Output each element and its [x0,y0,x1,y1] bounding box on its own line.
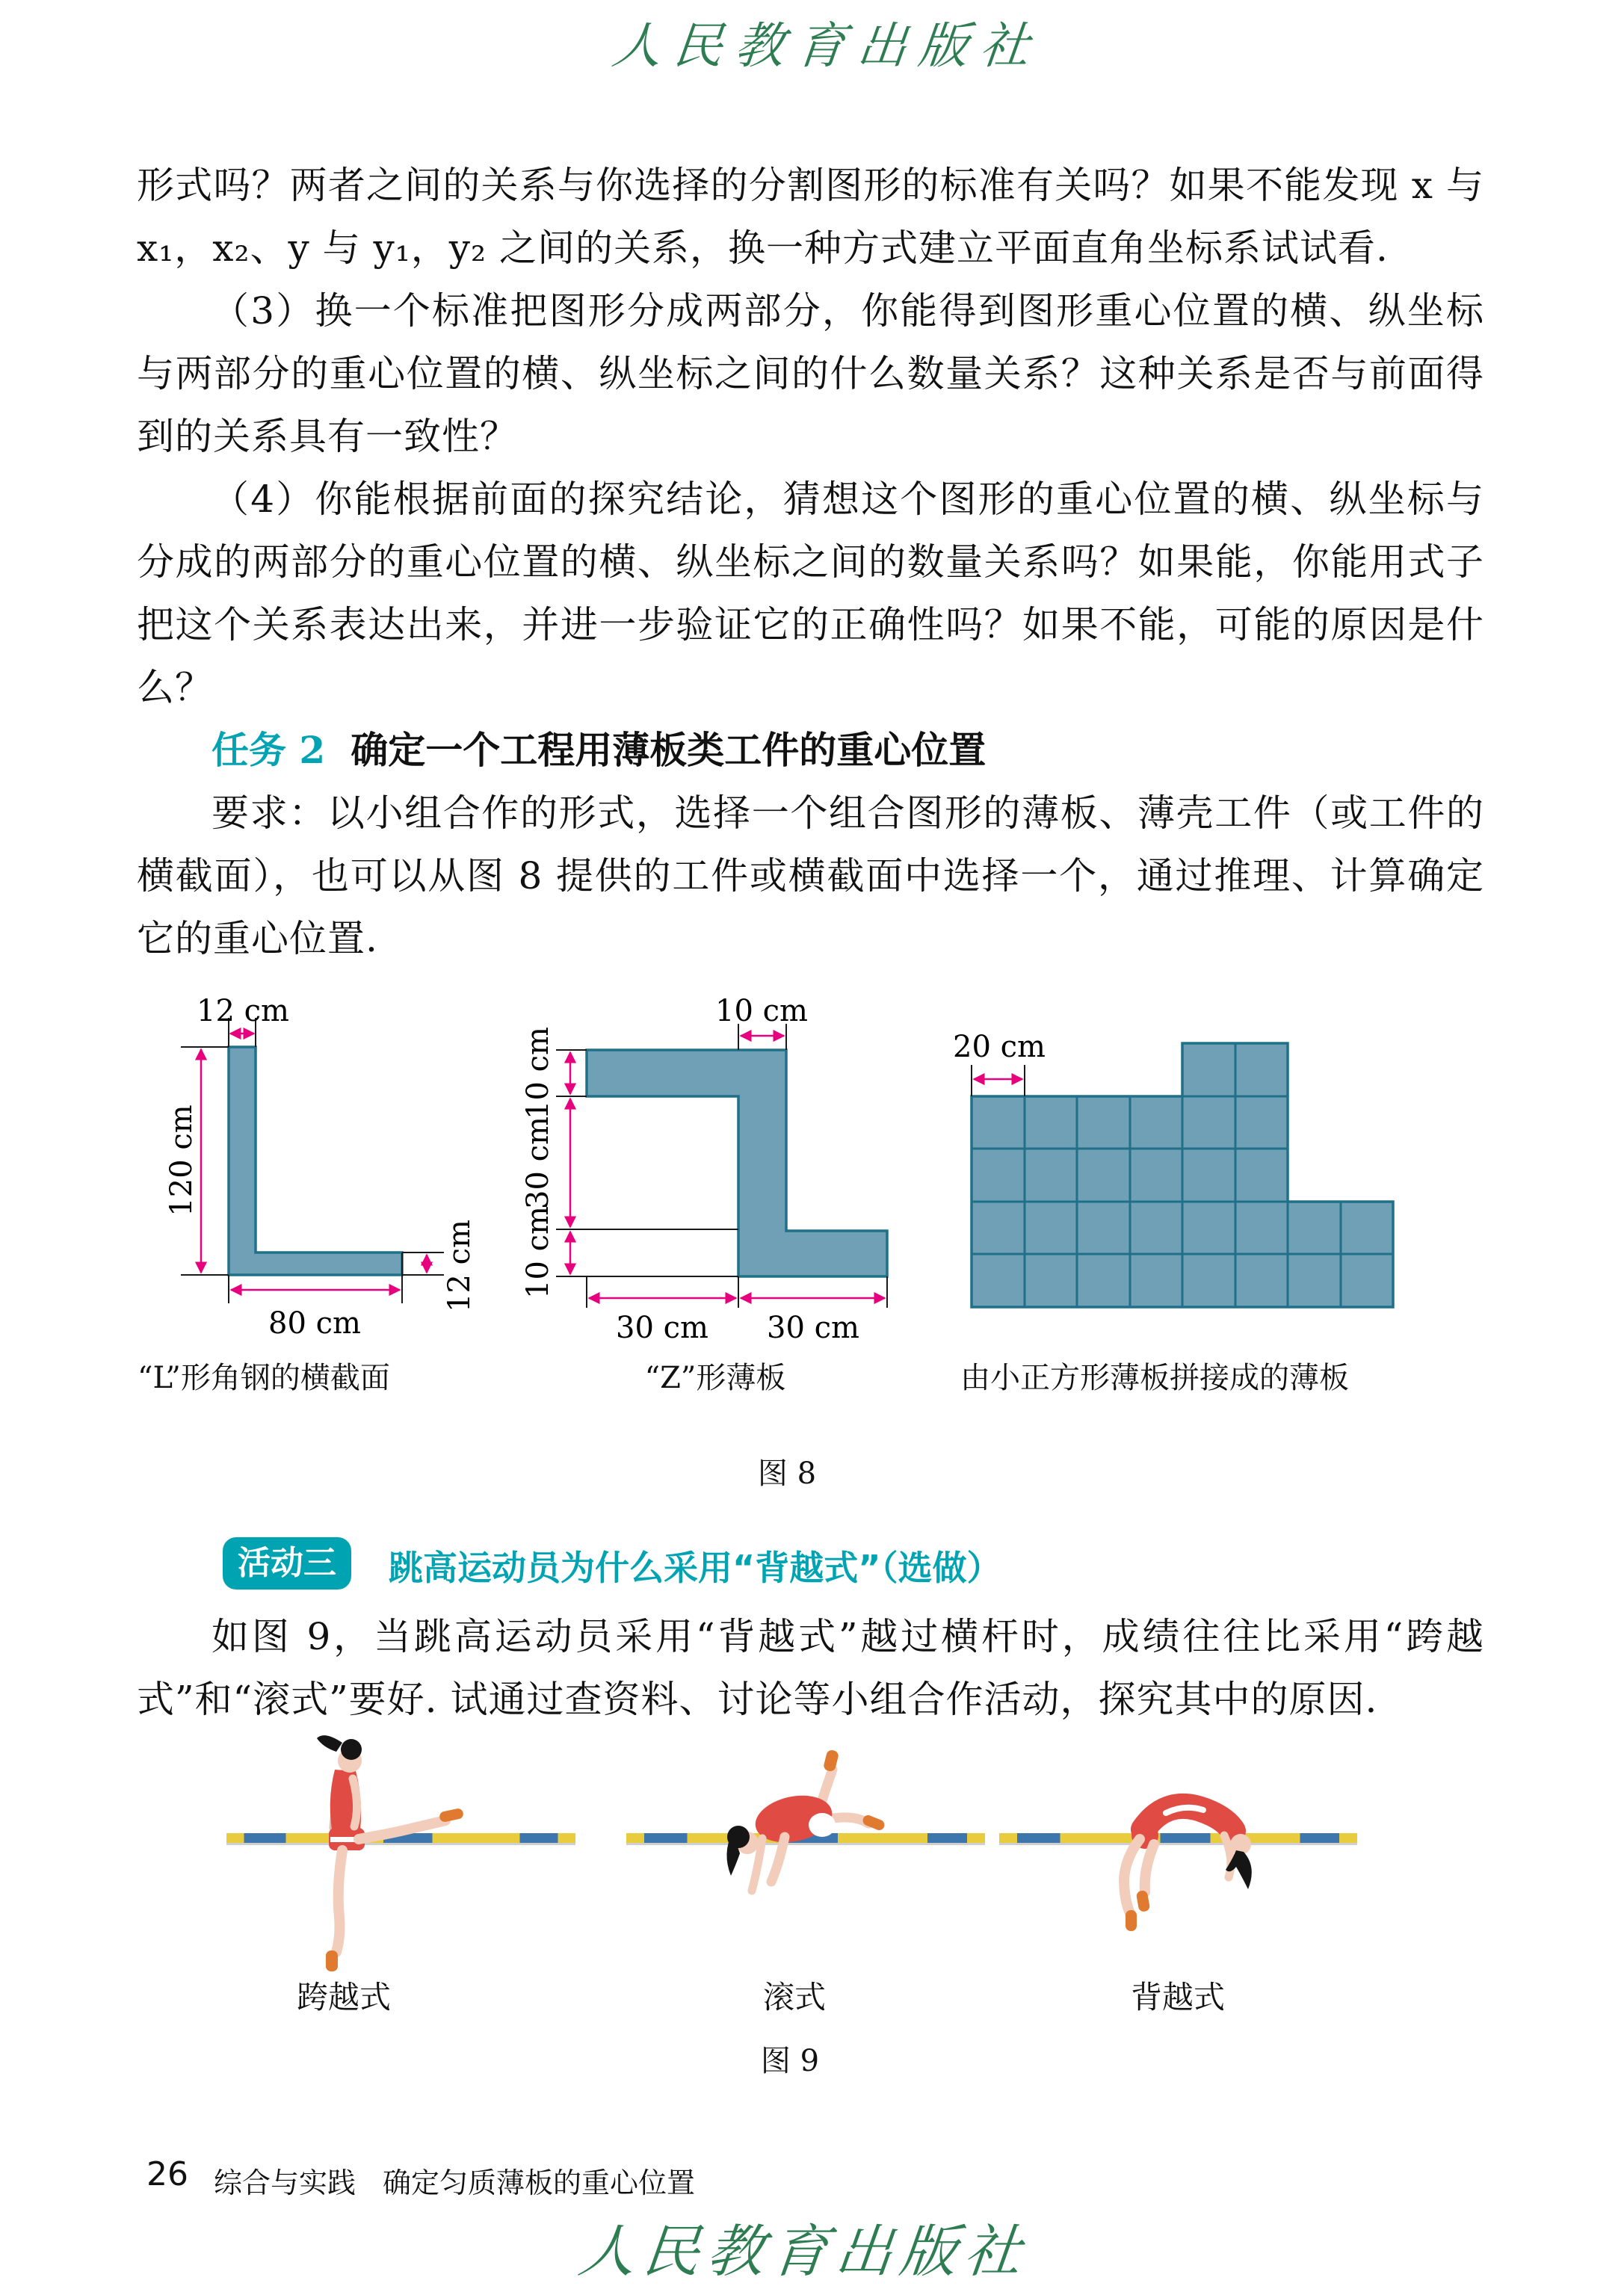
activity3-title: 跳高运动员为什么采用“背越式”（选做） [389,1548,1001,1588]
l-dim-bottom: 80 cm [268,1306,361,1341]
l-shape-diagram [164,994,477,1341]
square-plate-dim: 20 cm [953,1030,1046,1064]
footer-title: 确定匀质薄板的重心位置 [383,2166,696,2199]
paragraph-question-3: （3）换一个标准把图形分成两部分，你能得到图形重心位置的横、纵坐标与两部分的重心位置的横、纵坐标之间的什么数量关系？这种关系是否与前面得到的关系具有一致性？ [137,289,1484,458]
page-number: 26 [146,2155,188,2193]
z-dim-top: 10 cm [715,994,808,1028]
jumper-scissors-illustration [247,1731,486,1977]
l-shape-caption: “L”形角钢的横截面 [138,1361,390,1395]
z-dim-left-bottom: 10 cm [521,1206,555,1299]
z-dim-left-mid: 30 cm [521,1116,555,1209]
publisher-logo-top: 人民教育出版社 [609,17,1045,75]
square-plate-diagram [953,1030,1393,1307]
activity3-badge: 活动三 [223,1537,351,1590]
paragraph-requirement: 要求：以小组合作的形式，选择一个组合图形的薄板、薄壳工件（或工件的横截面），也可以从图 8 提供的工件或横截面中选择一个，通过推理、计算确定它的重心位置. [137,791,1484,960]
task2-title: 确定一个工程用薄板类工件的重心位置 [351,728,987,772]
figure8-diagrams [0,994,1624,1345]
task2-heading [137,719,1484,782]
figure9-caption: 图 9 [760,2044,820,2078]
figure8-caption: 图 8 [757,1457,817,1491]
z-shape-polygon [587,1050,887,1276]
paragraph-activity3: 如图 9，当跳高运动员采用“背越式”越过横杆时，成绩往往比采用“跨越式”和“滚式”要好. 试通过查资料、讨论等小组合作活动，探究其中的原因. [137,1615,1484,1721]
jumper-flop-illustration [1054,1761,1300,1947]
z-dim-left-top: 10 cm [521,1027,555,1119]
l-dim-top: 12 cm [197,994,289,1028]
jumper-roll-illustration [673,1741,919,1936]
l-dim-right: 12 cm [442,1220,477,1312]
square-plate-caption: 由小正方形薄板拼接成的薄板 [960,1361,1349,1395]
label-scissors-style: 跨越式 [296,1979,391,2016]
paragraph-question-4: （4）你能根据前面的探究结论，猜想这个图形的重心位置的横、纵坐标与分成的两部分的重心位置的横、纵坐标之间的数量关系吗？如果能，你能用式子把这个关系表达出来，并进一步验证它的正确性吗？如果不能，可能的原因是什么？ [137,478,1484,709]
publisher-logo-bottom: 人民教育出版社 [575,2218,1033,2285]
task2-label: 任务 2 [212,728,326,772]
z-shape-diagram [521,994,887,1345]
z-dim-bottom-left: 30 cm [616,1311,708,1345]
label-roll-style: 滚式 [762,1979,826,2016]
label-flop-style: 背越式 [1130,1979,1225,2016]
l-dim-left: 120 cm [164,1105,199,1217]
z-dim-bottom-right: 30 cm [767,1311,859,1345]
z-shape-caption: “Z”形薄板 [644,1361,786,1395]
footer-section: 综合与实践 [214,2166,356,2199]
paragraph-continuation: 形式吗？两者之间的关系与你选择的分割图形的标准有关吗？如果不能发现 x 与 x₁，x₂、y 与 y₁，y₂ 之间的关系，换一种方式建立平面直角坐标系试试看. [137,164,1484,270]
l-shape-polygon [229,1047,402,1275]
